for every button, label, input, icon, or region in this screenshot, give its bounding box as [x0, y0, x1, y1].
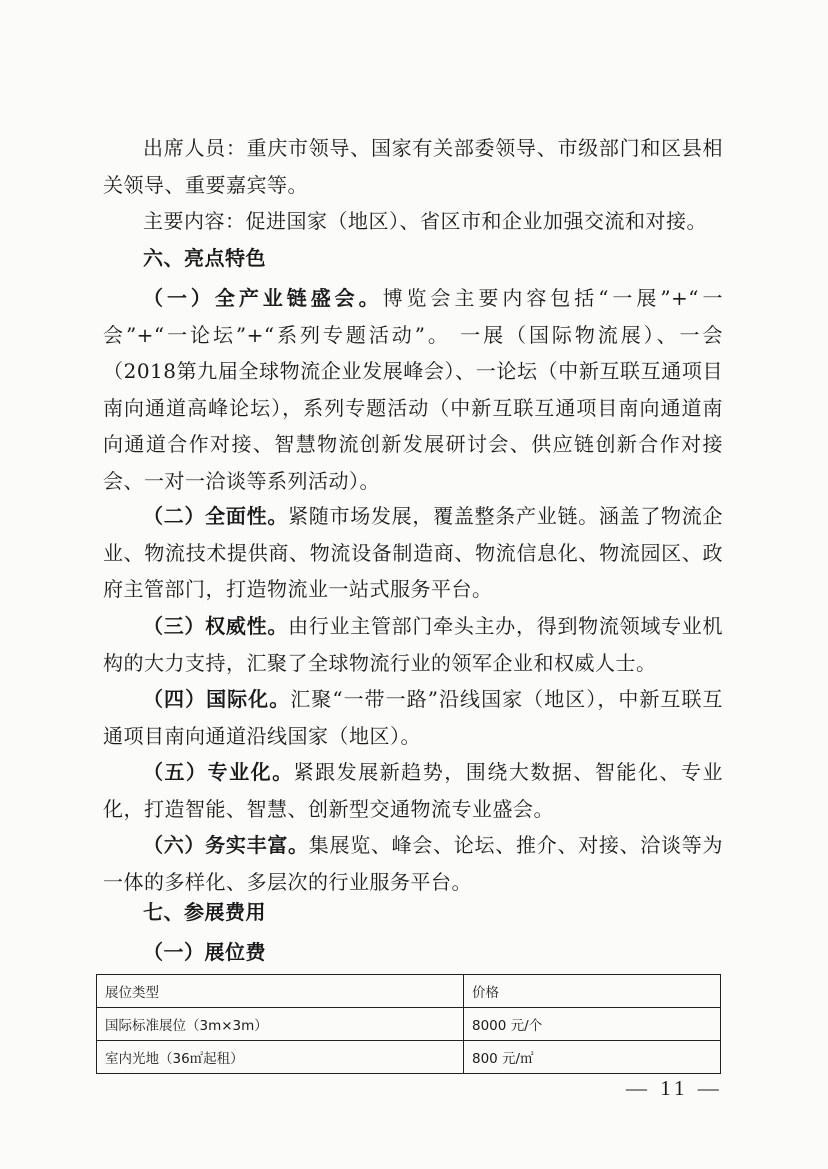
highlight-2-lead: （二）全面性。	[143, 504, 289, 528]
attendees-paragraph: 出席人员：重庆市领导、国家有关部委领导、市级部门和区县相关领导、重要嘉宾等。	[103, 136, 723, 197]
highlight-5-paragraph	[103, 754, 723, 827]
highlight-5-lead: （五）专业化。	[143, 760, 294, 784]
table-row	[97, 1041, 721, 1074]
highlight-6-body: 集展览、峰会、论坛、推介、对接、洽谈等为一体的多样化、多层次的行业服务平台。	[103, 833, 724, 894]
highlight-5-body: 紧跟发展新趋势，围绕大数据、智能化、专业化，打造智能、智慧、创新型交通物流专业盛会。	[103, 760, 724, 821]
highlight-2-body: 紧随市场发展，覆盖整条产业链。涵盖了物流企业、物流技术提供商、物流设备制造商、物流信息化、物流园区、政府主管部门，打造物流业一站式服务平台。	[103, 504, 724, 601]
highlight-6-lead: （六）务实丰富。	[143, 833, 309, 857]
section6-heading: 六、亮点特色	[143, 246, 266, 270]
header-price: 价格	[464, 975, 721, 1008]
price-cell: 800 元/㎡	[464, 1041, 721, 1074]
table-row	[97, 1008, 721, 1041]
booth-type-cell: 国际标准展位（3m×3m）	[97, 1008, 464, 1041]
price-cell: 8000 元/个	[464, 1008, 721, 1041]
highlight-4-body: 汇聚“一带一路”沿线国家（地区），中新互联互通项目南向通道沿线国家（地区）。	[103, 687, 723, 748]
section7-heading: 七、参展费用	[143, 900, 266, 924]
page-number: — 11 —	[626, 1076, 723, 1100]
highlight-3-paragraph	[103, 608, 723, 681]
highlight-1-lead: （一）全产业链盛会。	[143, 286, 383, 310]
highlight-1-body: 博览会主要内容包括“一展”+“一会”+“一论坛”+“系列专题活动”。 一展（国际物流展）、一会（2018第九届全球物流企业发展峰会）、一论坛（中新互联互通项目南向通道高峰论坛），系列专题活动（中新互联互通项目南向通道南向通道合作对接、智慧物流创新发展研讨会、供应链创新合作对接会、一对一洽谈等系列活动）。	[103, 286, 723, 493]
table-header-row	[97, 975, 721, 1008]
highlight-4-lead: （四）国际化。	[143, 687, 291, 711]
highlight-2-paragraph	[103, 498, 723, 608]
booth-fee-subheading: （一）展位费	[143, 940, 266, 964]
booth-fee-table	[96, 974, 721, 1074]
highlight-3-body: 由行业主管部门牵头主办，得到物流领域专业机构的大力支持，汇聚了全球物流行业的领军企业和权威人士。	[103, 614, 724, 675]
booth-type-cell: 室内光地（36㎡起租）	[97, 1041, 464, 1074]
highlight-4-paragraph	[103, 681, 723, 754]
highlight-1-paragraph	[103, 280, 723, 499]
header-booth-type: 展位类型	[97, 975, 464, 1008]
highlight-3-lead: （三）权威性。	[143, 614, 289, 638]
main-content-paragraph: 主要内容：促进国家（地区）、省区市和企业加强交流和对接。	[143, 209, 707, 233]
highlight-6-paragraph	[103, 827, 723, 900]
